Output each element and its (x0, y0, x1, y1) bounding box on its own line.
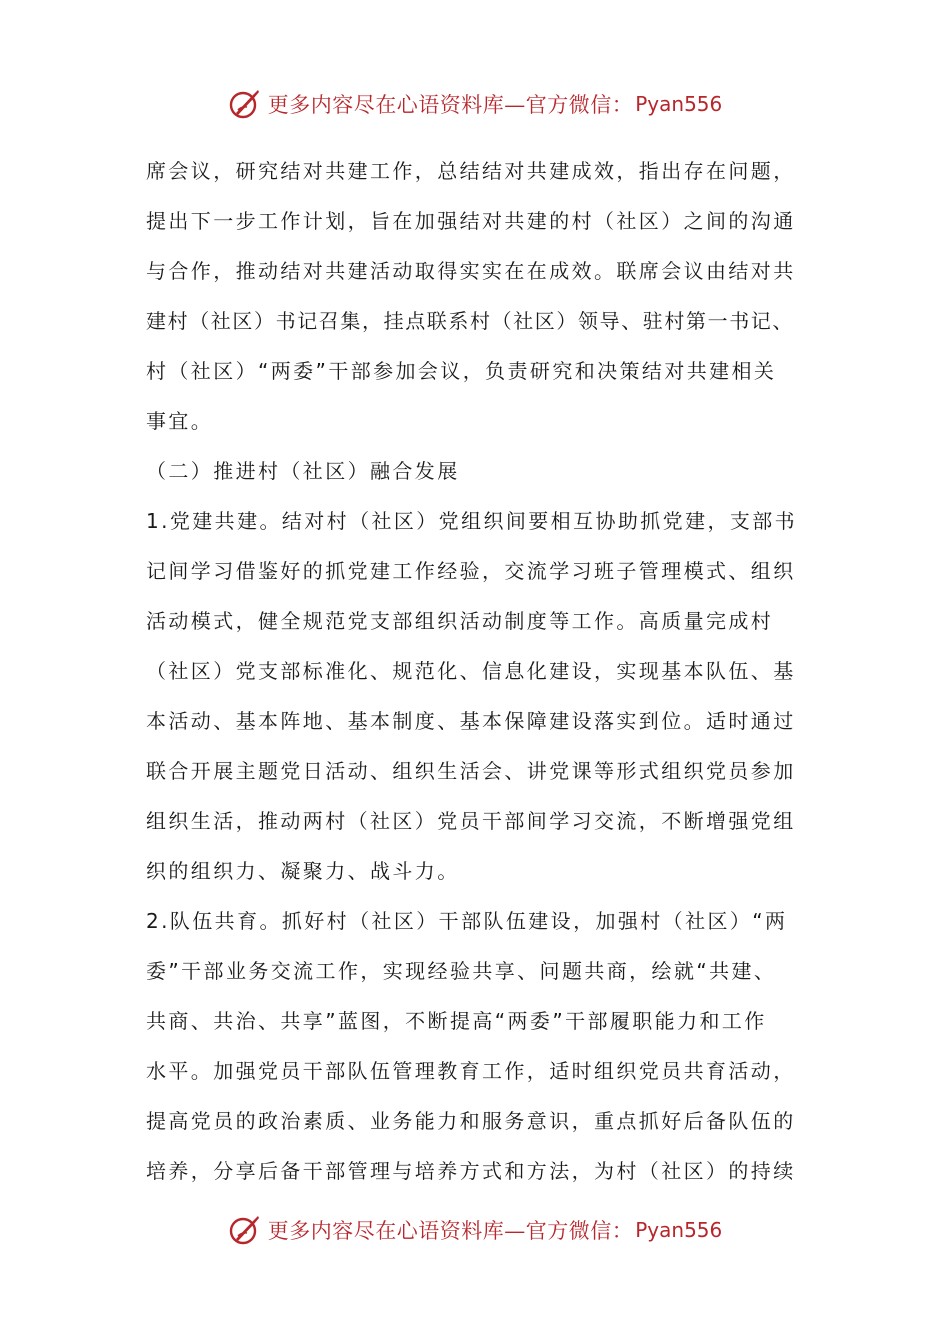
body-line: 村（社区）“两委”干部参加会议，负责研究和决策结对共建相关 (146, 359, 777, 383)
body-line: 提高党员的政治素质、业务能力和服务意识，重点抓好后备队伍的 (146, 1109, 796, 1133)
body-line: 织的组织力、凝聚力、战斗力。 (146, 859, 460, 883)
footer-banner-text: 更多内容尽在心语资料库—官方微信： (267, 1219, 634, 1243)
header-banner (0, 84, 950, 124)
body-line: 建村（社区）书记召集，挂点联系村（社区）领导、驻村第一书记、 (146, 309, 794, 333)
body-line: 共商、共治、共享”蓝图，不断提高“两委”干部履职能力和工作 (146, 1009, 767, 1033)
body-line: 本活动、基本阵地、基本制度、基本保障建设落实到位。适时通过 (146, 709, 796, 733)
footer-banner-handle: Pyan556 (635, 1218, 723, 1242)
body-line: （社区）党支部标准化、规范化、信息化建设，实现基本队伍、基 (146, 659, 796, 683)
body-line: 委”干部业务交流工作，实现经验共享、问题共商，绘就“共建、 (146, 959, 777, 983)
body-line: 与合作，推动结对共建活动取得实实在在成效。联席会议由结对共 (146, 259, 796, 283)
body-line: 提出下一步工作计划，旨在加强结对共建的村（社区）之间的沟通 (146, 209, 796, 233)
document-body (146, 146, 810, 1196)
body-line: 培养，分享后备干部管理与培养方式和方法，为村（社区）的持续 (146, 1159, 796, 1183)
body-line: 活动模式，健全规范党支部组织活动制度等工作。高质量完成村 (146, 609, 774, 633)
body-line: 水平。加强党员干部队伍管理教育工作，适时组织党员共育活动， (146, 1059, 796, 1083)
body-line: 组织生活，推动两村（社区）党员干部间学习交流，不断增强党组 (146, 809, 796, 833)
pen-logo-icon (228, 1212, 264, 1248)
body-line: 1.党建共建。结对村（社区）党组织间要相互协助抓党建，支部书 (146, 509, 798, 533)
pen-logo-icon (228, 86, 264, 122)
body-line: 联合开展主题党日活动、组织生活会、讲党课等形式组织党员参加 (146, 759, 796, 783)
body-line: 记间学习借鉴好的抓党建工作经验，交流学习班子管理模式、组织 (146, 559, 796, 583)
body-line: 席会议，研究结对共建工作，总结结对共建成效，指出存在问题， (146, 159, 796, 183)
footer-banner (0, 1210, 950, 1250)
header-banner-text: 更多内容尽在心语资料库—官方微信： (267, 93, 634, 117)
body-line: 2.队伍共育。抓好村（社区）干部队伍建设，加强村（社区）“两 (146, 909, 788, 933)
section-heading: （二）推进村（社区）融合发展 (146, 459, 460, 483)
header-banner-handle: Pyan556 (635, 92, 723, 116)
body-line: 事宜。 (146, 409, 214, 433)
